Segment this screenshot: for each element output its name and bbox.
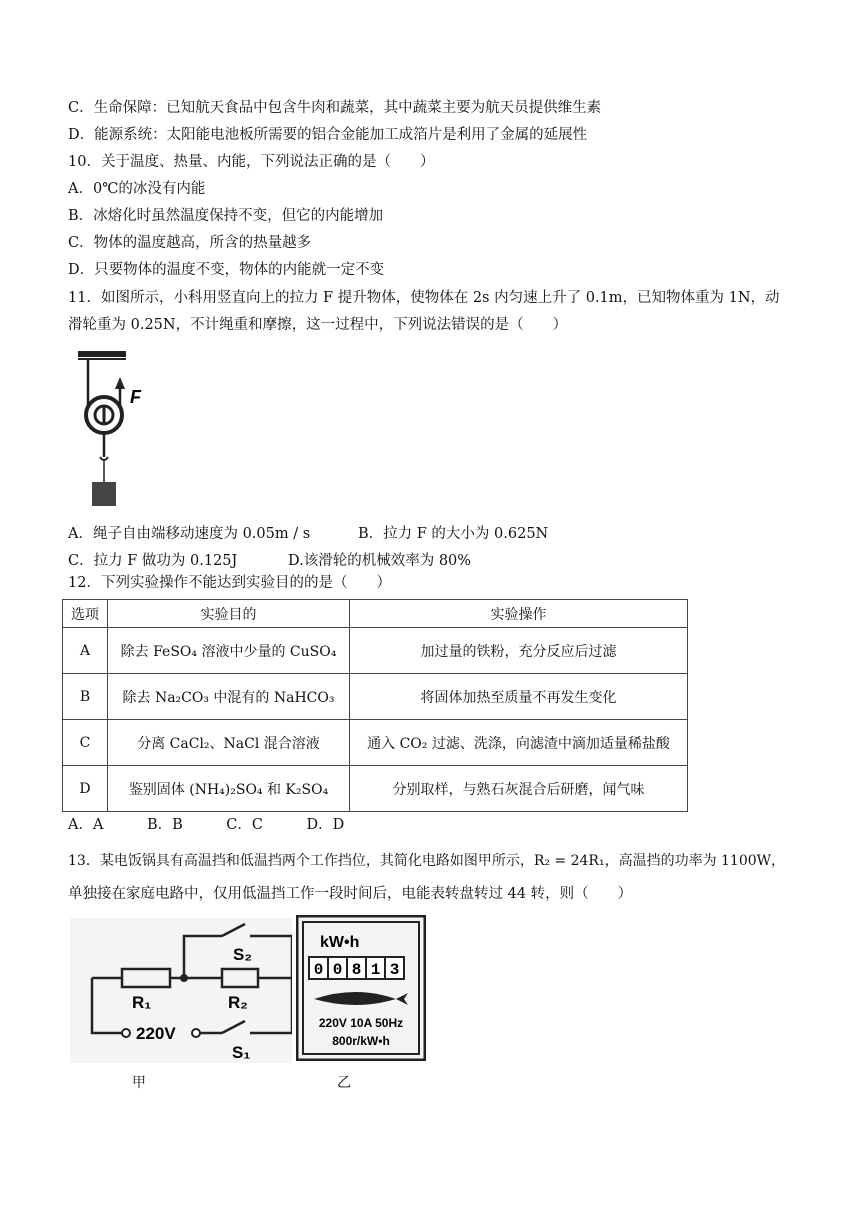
force-label: F xyxy=(130,387,141,407)
meter-digit: 3 xyxy=(389,961,400,979)
label-r2: R₂ xyxy=(228,993,248,1012)
meter-unit: kW•h xyxy=(320,934,360,951)
q11-option-a: A．绳子自由端移动速度为 0.05m / s xyxy=(68,526,311,542)
header-operation: 实验操作 xyxy=(350,600,688,628)
row-b-operation: 将固体加热至质量不再发生变化 xyxy=(350,674,688,720)
pulley-figure xyxy=(70,345,160,510)
row-b-option: B xyxy=(63,674,108,720)
table-row xyxy=(63,720,688,766)
meter-digit: 1 xyxy=(370,961,381,979)
q10-option-b: B．冰熔化时虽然温度保持不变，但它的内能增加 xyxy=(68,208,384,224)
q11-stem-line2: 滑轮重为 0.25N，不计绳重和摩擦，这一过程中，下列说法错误的是（ ） xyxy=(68,317,568,333)
q9-option-d: D．能源系统：太阳能电池板所需要的铝合金能加工成箔片是利用了金属的延展性 xyxy=(68,127,588,143)
weight-block xyxy=(92,482,116,506)
caption-yi: 乙 xyxy=(337,1075,351,1091)
header-option: 选项 xyxy=(63,600,108,628)
q13-stem-line2: 单独接在家庭电路中，仅用低温挡工作一段时间后，电能表转盘转过 44 转，则（ ） xyxy=(68,886,633,902)
label-r1: R₁ xyxy=(132,993,152,1012)
q12-options: A．A B．B C．C D．D xyxy=(68,817,345,833)
experiment-table xyxy=(62,599,688,812)
row-c-purpose: 分离 CaCl₂、NaCl 混合溶液 xyxy=(108,720,350,766)
table-row xyxy=(63,674,688,720)
label-s1: S₁ xyxy=(232,1043,251,1062)
row-c-operation: 通入 CO₂ 过滤、洗涤，向滤渣中滴加适量稀盐酸 xyxy=(350,720,688,766)
row-d-option: D xyxy=(63,766,108,812)
row-d-operation: 分别取样，与熟石灰混合后研磨，闻气味 xyxy=(350,766,688,812)
ceiling-hatch xyxy=(78,351,126,357)
q10-option-a: A．0℃的冰没有内能 xyxy=(68,181,206,197)
q10-option-d: D．只要物体的温度不变，物体的内能就一定不变 xyxy=(68,262,385,278)
q11-option-c: C．拉力 F 做功为 0.125J xyxy=(68,553,238,569)
q11-option-b: B．拉力 F 的大小为 0.625N xyxy=(358,526,549,542)
meter-digit: 8 xyxy=(351,961,362,979)
row-a-purpose: 除去 FeSO₄ 溶液中少量的 CuSO₄ xyxy=(108,628,350,674)
q13-stem-line1: 13．某电饭锅具有高温挡和低温挡两个工作挡位，其简化电路如图甲所示，R₂ = 24R₁，高温挡的功率为 1100W， xyxy=(68,853,786,869)
label-voltage: 220V xyxy=(136,1024,176,1043)
q10-option-c: C．物体的温度越高，所含的热量越多 xyxy=(68,235,312,251)
row-b-purpose: 除去 Na₂CO₃ 中混有的 NaHCO₃ xyxy=(108,674,350,720)
meter-digit: 0 xyxy=(332,961,343,979)
row-d-purpose: 鉴别固体 (NH₄)₂SO₄ 和 K₂SO₄ xyxy=(108,766,350,812)
meter-revolutions: 800r/kW•h xyxy=(332,1034,390,1048)
table-row xyxy=(63,766,688,812)
q11-option-d: D.该滑轮的机械效率为 80% xyxy=(288,553,472,569)
q10-stem: 10．关于温度、热量、内能，下列说法正确的是（ ） xyxy=(68,154,435,170)
label-s2: S₂ xyxy=(233,945,252,964)
table-row xyxy=(63,628,688,674)
meter-digit: 0 xyxy=(313,961,324,979)
row-a-operation: 加过量的铁粉，充分反应后过滤 xyxy=(350,628,688,674)
q11-stem-line1: 11．如图所示，小科用竖直向上的拉力 F 提升物体，使物体在 2s 内匀速上升了 0.1m，已知物体重为 1N，动 xyxy=(68,290,780,306)
q9-option-c: C．生命保障：已知航天食品中包含牛肉和蔬菜，其中蔬菜主要为航天员提供维生素 xyxy=(68,100,602,116)
table-header-row xyxy=(63,600,688,628)
row-a-option: A xyxy=(63,628,108,674)
header-purpose: 实验目的 xyxy=(108,600,350,628)
row-c-option: C xyxy=(63,720,108,766)
energy-meter xyxy=(296,915,426,1061)
q12-stem: 12．下列实验操作不能达到实验目的的是（ ） xyxy=(68,575,391,591)
circuit-diagram xyxy=(70,918,292,1063)
meter-rating: 220V 10A 50Hz xyxy=(318,1016,404,1030)
caption-jia: 甲 xyxy=(132,1075,146,1091)
force-arrow xyxy=(115,377,125,389)
